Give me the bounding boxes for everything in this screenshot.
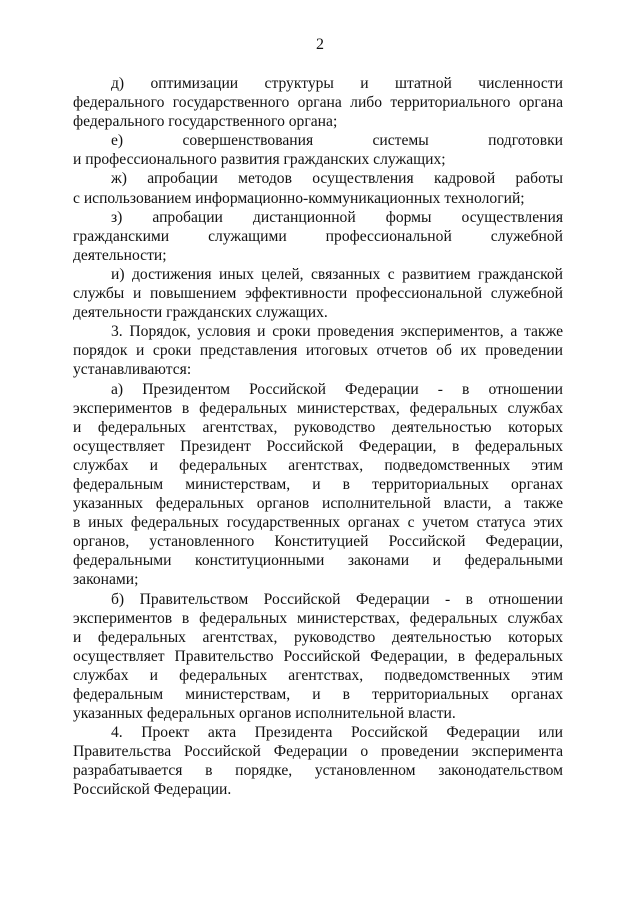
document-body <box>73 74 563 800</box>
text-line: устанавливаются: <box>73 361 192 379</box>
text-line: з) апробации дистанционной формы осуществления <box>111 208 563 226</box>
text-line: Российской Федерации. <box>73 781 232 799</box>
paragraph-clause-3-a <box>73 380 563 590</box>
text-line: ж) апробации методов осуществления кадровой работы <box>111 170 563 188</box>
text-line: службах и федеральных агентствах, подведомственных этим <box>73 666 563 684</box>
text-line: а) Президентом Российской Федерации - в отношении <box>111 380 563 398</box>
text-line: порядок и сроки представления итоговых отчетов об их проведении <box>73 342 563 360</box>
paragraph-clause-4 <box>73 723 563 799</box>
text-line: осуществляет Президент Российской Федерации, в федеральных <box>73 437 563 455</box>
paragraph-item-e <box>73 131 563 169</box>
page-number: 2 <box>316 36 324 53</box>
text-line: деятельности; <box>73 246 167 264</box>
text-line: федеральным министерствам, и в территориальных органах <box>73 475 563 493</box>
text-line: в иных федеральных государственных органах с учетом статуса этих <box>73 514 563 532</box>
text-line: указанных федеральных органов исполнительной власти. <box>73 705 456 723</box>
paragraph-item-d <box>73 74 563 131</box>
text-line: д) оптимизации структуры и штатной численности <box>111 75 563 92</box>
paragraph-item-zh <box>73 169 563 207</box>
text-line: с использованием информационно-коммуникационных технологий; <box>73 189 525 207</box>
text-line: и профессионального развития гражданских служащих; <box>73 151 446 169</box>
text-line: службы и повышением эффективности профессиональной служебной <box>73 285 563 303</box>
text-line: службах и федеральных агентствах, подведомственных этим <box>73 456 563 474</box>
text-line: указанных федеральных органов исполнительной власти, а также <box>73 495 563 513</box>
text-line: е) совершенствования системы подготовки <box>111 132 563 150</box>
paragraph-item-i <box>73 265 563 322</box>
text-line: и федеральных агентствах, руководство деятельностью которых <box>73 418 563 436</box>
text-line: федеральными конституционными законами и федеральными <box>73 552 563 570</box>
paragraph-clause-3-b <box>73 590 563 724</box>
text-line: 3. Порядок, условия и сроки проведения экспериментов, а также <box>111 323 563 341</box>
text-line: осуществляет Правительство Российской Федерации, в федеральных <box>73 647 563 665</box>
text-line: законами; <box>73 571 139 589</box>
text-line: федерального государственного органа либо территориального органа <box>73 94 563 112</box>
text-line: и) достижения иных целей, связанных с развитием гражданской <box>111 265 563 283</box>
text-line: федеральным министерствам, и в территориальных органах <box>73 686 563 703</box>
text-line: разрабатывается в порядке, установленном законодательством <box>73 762 563 780</box>
text-line: 4. Проект акта Президента Российской Федерации или <box>111 724 563 742</box>
text-line: федерального государственного органа; <box>73 113 338 131</box>
paragraph-clause-3 <box>73 322 563 379</box>
text-line: экспериментов в федеральных министерствах, федеральных службах <box>73 399 563 417</box>
paragraph-item-z <box>73 208 563 265</box>
text-line: деятельности гражданских служащих. <box>73 304 328 322</box>
text-line: Правительства Российской Федерации о проведении эксперимента <box>73 743 563 761</box>
text-line: б) Правительством Российской Федерации - в отношении <box>111 590 563 608</box>
text-line: экспериментов в федеральных министерствах, федеральных службах <box>73 609 563 627</box>
text-line: и федеральных агентствах, руководство деятельностью которых <box>73 628 563 646</box>
text-line: гражданскими служащими профессиональной служебной <box>73 227 563 245</box>
text-line: органов, установленного Конституцией Российской Федерации, <box>73 533 563 551</box>
